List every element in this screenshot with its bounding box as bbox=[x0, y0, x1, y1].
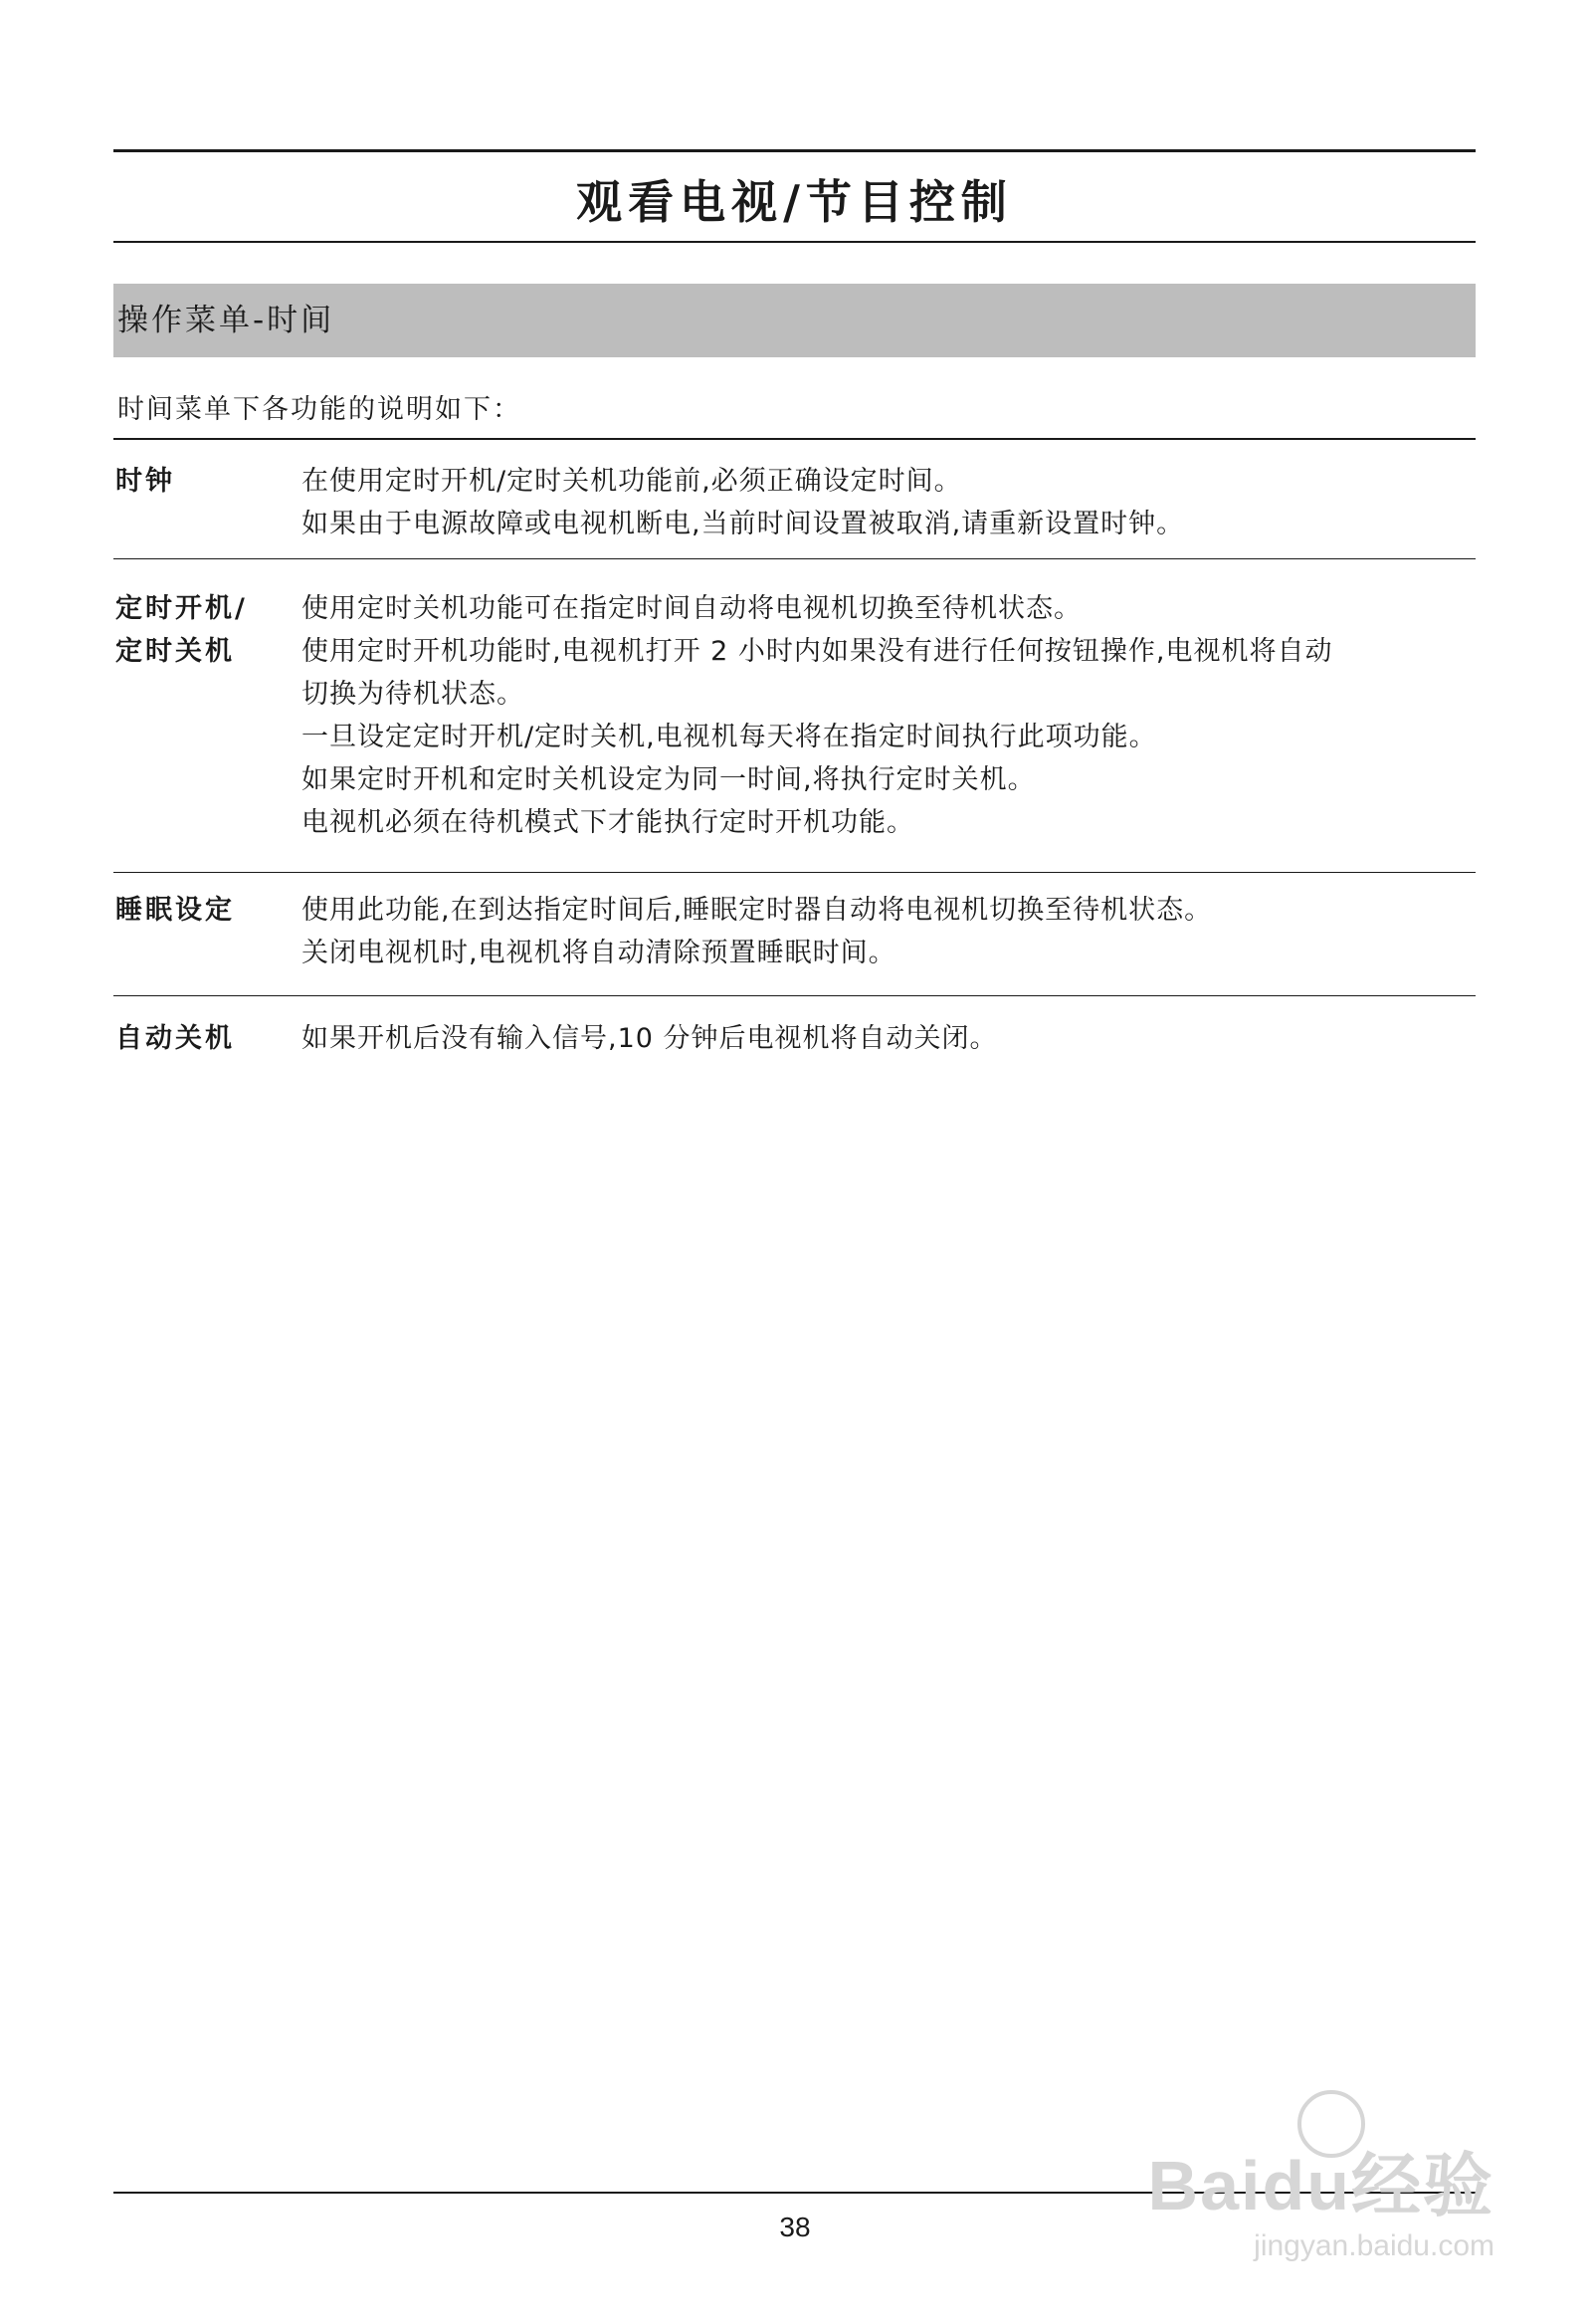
intro-text: 时间菜单下各功能的说明如下： bbox=[117, 394, 521, 425]
label-line: 定时开机/ bbox=[115, 593, 248, 624]
row-text-timer bbox=[301, 587, 1476, 844]
desc-line: 电视机必须在待机模式下才能执行定时开机功能。 bbox=[301, 807, 914, 838]
desc-line: 一旦设定定时开机/定时关机,电视机每天将在指定时间执行此项功能。 bbox=[301, 722, 1157, 752]
desc-line: 使用定时开机功能时,电视机打开 2 小时内如果没有进行任何按钮操作,电视机将自动 bbox=[301, 636, 1333, 667]
row-text-clock bbox=[301, 460, 1476, 545]
section-heading: 操作菜单-时间 bbox=[117, 303, 335, 338]
desc-line: 如果由于电源故障或电视机断电,当前时间设置被取消,请重新设置时钟。 bbox=[301, 509, 1185, 539]
row-divider bbox=[113, 872, 1476, 873]
page-number: 38 bbox=[779, 2212, 811, 2242]
desc-line: 使用此功能,在到达指定时间后,睡眠定时器自动将电视机切换至待机状态。 bbox=[301, 895, 1213, 926]
desc-line: 如果开机后没有输入信号,10 分钟后电视机将自动关闭。 bbox=[301, 1023, 998, 1054]
row-divider bbox=[113, 995, 1476, 996]
row-label-auto-off bbox=[115, 1017, 235, 1060]
row-label-clock bbox=[115, 460, 175, 503]
label-line: 时钟 bbox=[115, 466, 175, 497]
watermark-url: jingyan.baidu.com bbox=[1254, 2229, 1494, 2262]
desc-line: 切换为待机状态。 bbox=[301, 679, 524, 710]
watermark bbox=[1077, 2090, 1494, 2289]
row-text-auto-off bbox=[301, 1017, 1476, 1060]
desc-line: 关闭电视机时,电视机将自动清除预置睡眠时间。 bbox=[301, 938, 896, 968]
label-line: 定时关机 bbox=[115, 636, 235, 667]
desc-line: 在使用定时开机/定时关机功能前,必须正确设定时间。 bbox=[301, 466, 962, 497]
intro-rule bbox=[113, 438, 1476, 440]
row-label-timer bbox=[115, 587, 248, 673]
label-line: 自动关机 bbox=[115, 1023, 235, 1054]
label-line: 睡眠设定 bbox=[115, 895, 235, 926]
row-text-sleep bbox=[301, 889, 1476, 974]
desc-line: 使用定时关机功能可在指定时间自动将电视机切换至待机状态。 bbox=[301, 593, 1082, 624]
top-rule bbox=[113, 149, 1476, 152]
watermark-logo: Baidu经验 bbox=[1147, 2147, 1494, 2224]
desc-line: 如果定时开机和定时关机设定为同一时间,将执行定时关机。 bbox=[301, 764, 1036, 795]
row-label-sleep bbox=[115, 889, 235, 932]
row-divider bbox=[113, 558, 1476, 559]
page-title: 观看电视/节目控制 bbox=[576, 175, 1013, 229]
title-bottom-rule bbox=[113, 241, 1476, 243]
section-band bbox=[113, 284, 1476, 357]
